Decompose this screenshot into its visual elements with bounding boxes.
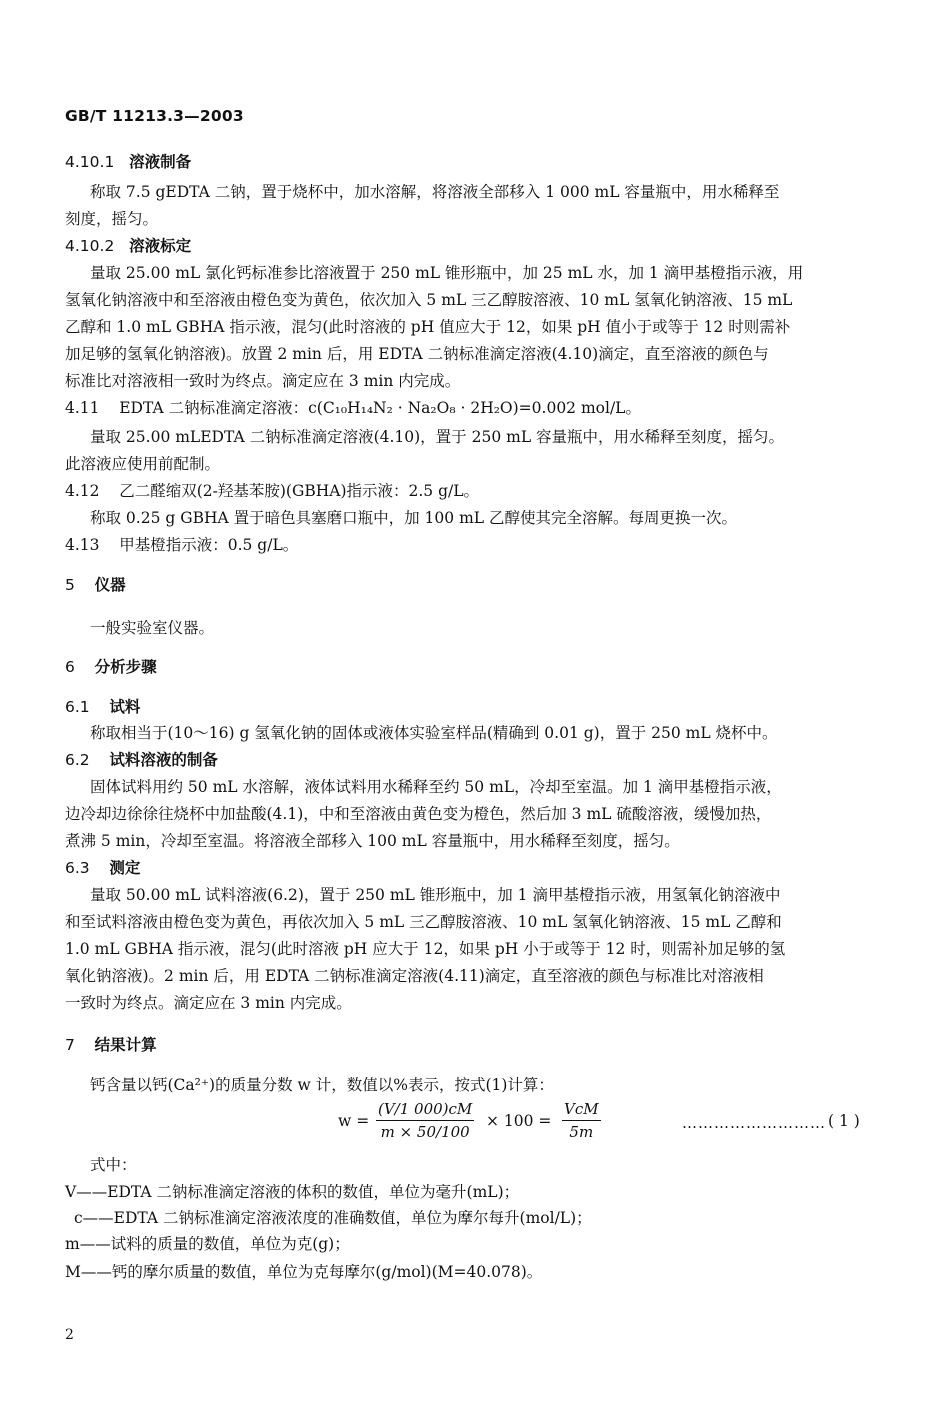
clause-4-10-2-heading xyxy=(65,236,191,256)
paragraph-line: 和至试料溶液由橙色变为黄色，再依次加入 5 mL 三乙醇胺溶液、10 mL 氢氧化钠溶液、15 mL 乙醇和 xyxy=(65,913,782,931)
clause-number: 6.3 xyxy=(65,859,90,877)
clause-number: 4.12 xyxy=(65,482,100,500)
section-number: 6 xyxy=(65,658,75,676)
section-5-heading xyxy=(65,575,126,595)
paragraph-line: 一致时为终点。滴定应在 3 min 内完成。 xyxy=(65,994,352,1012)
where-intro: 式中： xyxy=(90,1156,137,1174)
paragraph-line: 加足够的氢氧化钠溶液)。放置 2 min 后，用 EDTA 二钠标准滴定溶液(4.10)滴定，直至溶液的颜色与 xyxy=(65,345,769,363)
equation-middle: × 100 = xyxy=(486,1112,552,1130)
clause-4-12-heading xyxy=(65,481,479,501)
section-title: 分析步骤 xyxy=(94,658,157,676)
paragraph-line: 边冷却边徐徐往烧杯中加盐酸(4.1)，中和至溶液由黄色变为橙色，然后加 3 mL 硫酸溶液，缓慢加热， xyxy=(65,805,772,823)
clause-number: 4.11 xyxy=(65,399,100,417)
clause-title: 乙二醛缩双(2-羟基苯胺)(GBHA)指示液：2.5 g/L。 xyxy=(119,482,480,500)
clause-formula: c(C₁₀H₁₄N₂ · Na₂O₈ · 2H₂O)=0.002 mol/L。 xyxy=(308,399,641,417)
clause-number: 4.10.2 xyxy=(65,237,115,255)
clause-4-13-heading xyxy=(65,535,298,555)
fraction-numerator: VcM xyxy=(562,1100,601,1121)
paragraph-line: 量取 50.00 mL 试料溶液(6.2)，置于 250 mL 锥形瓶中，加 1 滴甲基橙指示液，用氢氧化钠溶液中 xyxy=(90,886,781,904)
standard-code: GB/T 11213.3—2003 xyxy=(65,107,244,125)
paragraph-line: 标准比对溶液相一致时为终点。滴定应在 3 min 内完成。 xyxy=(65,372,461,390)
fraction-denominator: 5m xyxy=(569,1123,594,1141)
clause-title: 测定 xyxy=(109,859,141,877)
paragraph-line: 钙含量以钙(Ca²⁺)的质量分数 w 计，数值以%表示，按式(1)计算： xyxy=(90,1076,554,1094)
equation-leader-dots: ……………………… xyxy=(682,1114,826,1132)
where-item-m: m——试料的质量的数值，单位为克(g)； xyxy=(65,1235,350,1253)
clause-title: 甲基橙指示液：0.5 g/L。 xyxy=(119,536,299,554)
fraction-numerator: (V/1 000)cM xyxy=(376,1100,474,1121)
section-number: 5 xyxy=(65,576,75,594)
clause-number: 4.10.1 xyxy=(65,153,115,171)
clause-title: EDTA 二钠标准滴定溶液： xyxy=(119,399,309,417)
clause-number: 6.1 xyxy=(65,698,90,716)
equation-1 xyxy=(0,1100,950,1150)
equation-fraction-1 xyxy=(376,1100,474,1141)
clause-4-10-1-heading xyxy=(65,152,191,172)
equation-number: ( 1 ) xyxy=(828,1112,860,1130)
clause-number: 6.2 xyxy=(65,751,90,769)
paragraph-line: 1.0 mL GBHA 指示液，混匀(此时溶液 pH 应大于 12，如果 pH 小于或等于 12 时，则需补加足够的氢 xyxy=(65,940,786,958)
clause-number: 4.13 xyxy=(65,536,100,554)
paragraph-line: 煮沸 5 min，冷却至室温。将溶液全部移入 100 mL 容量瓶中，用水稀释至刻度，摇匀。 xyxy=(65,832,680,850)
paragraph-line: 量取 25.00 mLEDTA 二钠标准滴定溶液(4.10)，置于 250 mL 容量瓶中，用水稀释至刻度，摇匀。 xyxy=(90,428,785,446)
paragraph-line: 乙醇和 1.0 mL GBHA 指示液，混匀(此时溶液的 pH 值应大于 12，如果 pH 值小于或等于 12 时则需补 xyxy=(65,318,791,336)
section-title: 结果计算 xyxy=(94,1036,157,1054)
paragraph-line: 氧化钠溶液)。2 min 后，用 EDTA 二钠标准滴定溶液(4.11)滴定，直至溶液的颜色与标准比对溶液相 xyxy=(65,967,764,985)
clause-6-2-heading xyxy=(65,750,218,770)
clause-title: 试料 xyxy=(109,698,141,716)
clause-6-3-heading xyxy=(65,858,140,878)
clause-title: 试料溶液的制备 xyxy=(109,751,218,769)
paragraph-line: 固体试料用约 50 mL 水溶解，液体试料用水稀释至约 50 mL，冷却至室温。加 1 滴甲基橙指示液， xyxy=(90,778,782,796)
paragraph-line: 称取 7.5 gEDTA 二钠，置于烧杯中，加水溶解，将溶液全部移入 1 000 mL 容量瓶中，用水稀释至 xyxy=(90,183,780,201)
paragraph-line: 此溶液应使用前配制。 xyxy=(65,455,221,473)
paragraph-line: 称取相当于(10～16) g 氢氧化钠的固体或液体实验室样品(精确到 0.01 g)，置于 250 mL 烧杯中。 xyxy=(90,724,778,742)
fraction-denominator: m × 50/100 xyxy=(380,1123,470,1141)
paragraph-line: 称取 0.25 g GBHA 置于暗色具塞磨口瓶中，加 100 mL 乙醇使其完全溶解。每周更换一次。 xyxy=(90,509,737,527)
section-6-heading xyxy=(65,657,157,677)
equation-fraction-2 xyxy=(562,1100,601,1141)
paragraph-line: 氢氧化钠溶液中和至溶液由橙色变为黄色，依次加入 5 mL 三乙醇胺溶液、10 mL 氢氧化钠溶液、15 mL xyxy=(65,291,793,309)
where-item-v: V——EDTA 二钠标准滴定溶液的体积的数值，单位为毫升(mL)； xyxy=(65,1183,520,1201)
clause-4-11-heading xyxy=(65,398,641,418)
section-number: 7 xyxy=(65,1036,75,1054)
page-number: 2 xyxy=(65,1327,74,1343)
section-7-heading xyxy=(65,1035,157,1055)
equation-lhs: w = xyxy=(338,1112,370,1130)
clause-6-1-heading xyxy=(65,697,140,717)
paragraph-line: 一般实验室仪器。 xyxy=(90,619,215,637)
where-item-M: M——钙的摩尔质量的数值，单位为克每摩尔(g/mol)(M=40.078)。 xyxy=(65,1263,543,1281)
clause-title: 溶液制备 xyxy=(129,153,192,171)
section-title: 仪器 xyxy=(94,576,126,594)
paragraph-line: 刻度，摇匀。 xyxy=(65,210,159,228)
where-item-c: c——EDTA 二钠标准滴定溶液浓度的准确数值，单位为摩尔每升(mol/L)； xyxy=(74,1209,592,1227)
clause-title: 溶液标定 xyxy=(129,237,192,255)
paragraph-line: 量取 25.00 mL 氯化钙标准参比溶液置于 250 mL 锥形瓶中，加 25 mL 水，加 1 滴甲基橙指示液，用 xyxy=(90,264,804,282)
